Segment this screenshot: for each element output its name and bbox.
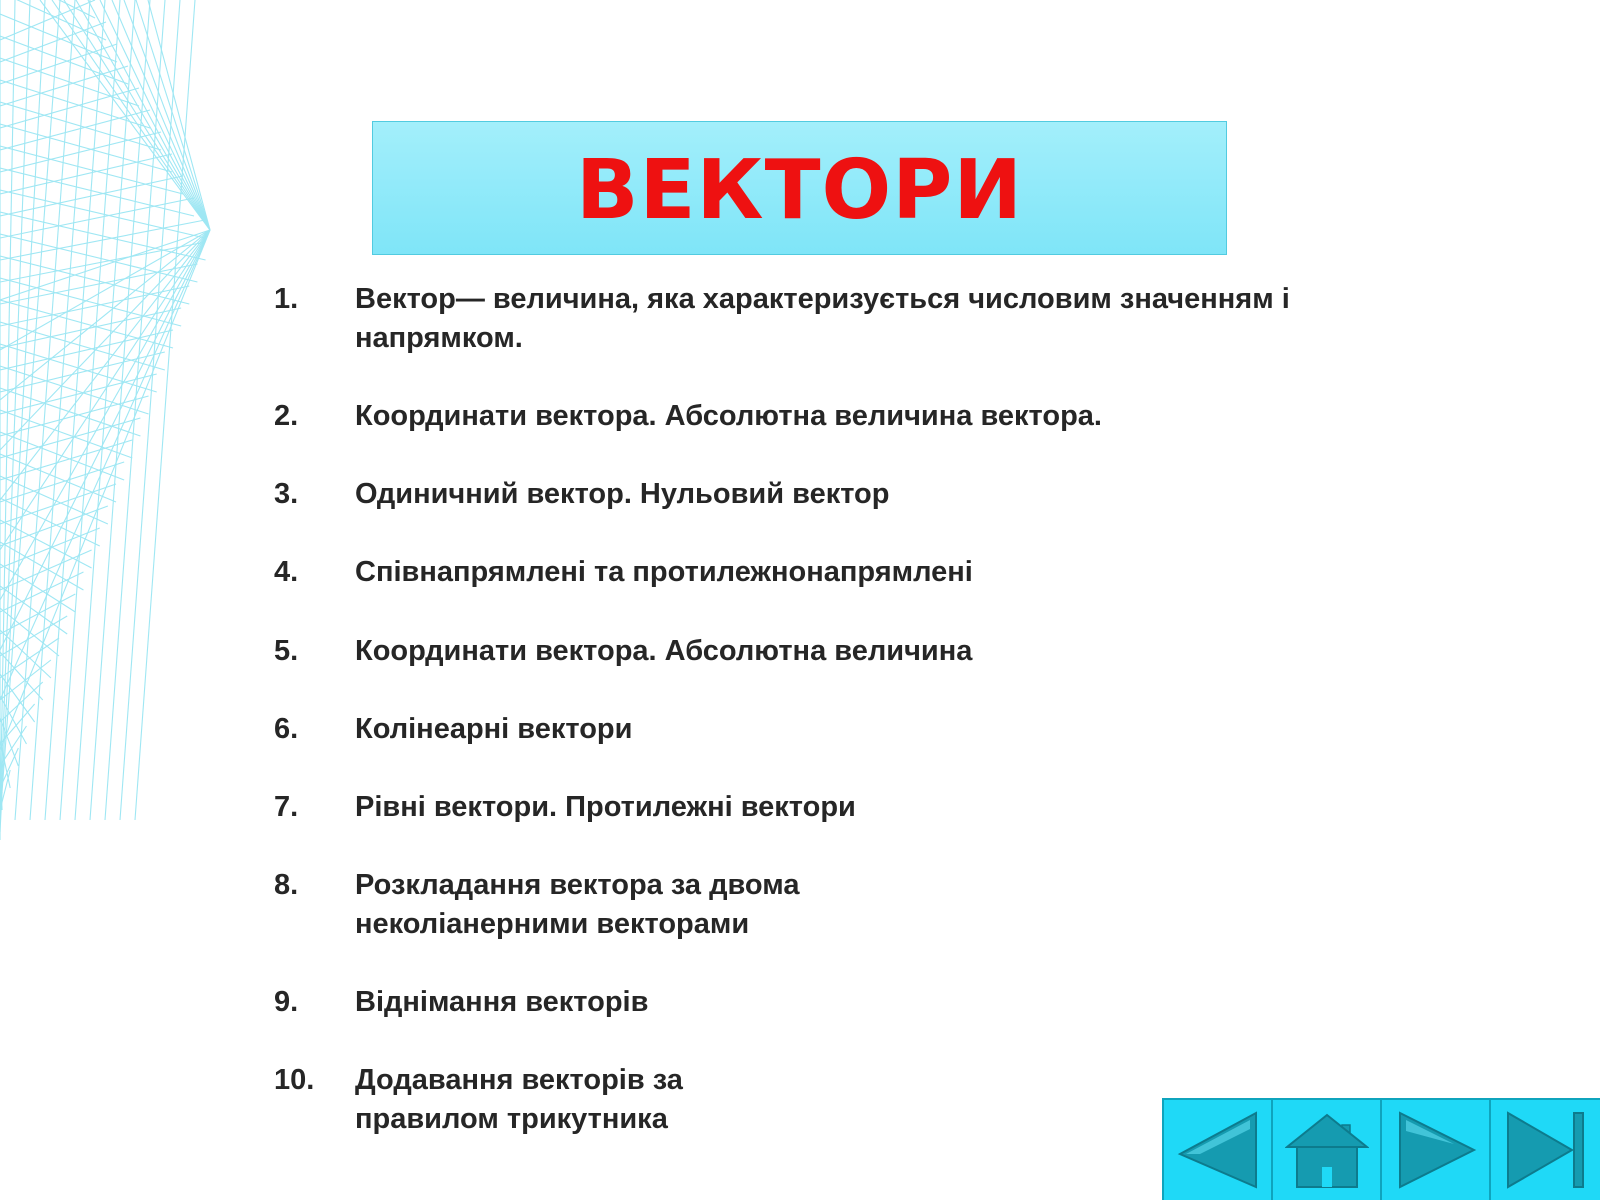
- topic-item[interactable]: [274, 710, 1374, 749]
- topic-label: Вектор— величина, яка характеризується числовим значенням і напрямком.: [355, 283, 1290, 354]
- topic-label: Віднімання векторів: [355, 986, 649, 1018]
- topic-number: 6.: [274, 713, 299, 745]
- topic-label: Колінеарні вектори: [355, 713, 633, 745]
- home-button[interactable]: [1273, 1100, 1382, 1200]
- next-button[interactable]: [1382, 1100, 1491, 1200]
- title-banner: [372, 121, 1227, 255]
- last-slide-button[interactable]: [1491, 1100, 1600, 1200]
- topic-label: Розкладання вектора за двома неколіанерними векторами: [355, 869, 800, 940]
- topic-number: 4.: [274, 556, 299, 588]
- topic-number: 10.: [274, 1064, 315, 1096]
- topic-item[interactable]: [274, 397, 1374, 436]
- home-icon: [1285, 1109, 1369, 1191]
- topic-label: Координати вектора. Абсолютна величина: [355, 635, 973, 667]
- triangle-left-icon: [1176, 1109, 1260, 1191]
- topic-number: 5.: [274, 635, 299, 667]
- topic-label: Координати вектора. Абсолютна величина вектора.: [355, 400, 1102, 432]
- topic-label: Додавання векторів за правилом трикутника: [355, 1064, 683, 1135]
- topic-number: 2.: [274, 400, 299, 432]
- topic-item[interactable]: [274, 983, 1374, 1022]
- topic-number: 7.: [274, 791, 299, 823]
- skip-to-end-icon: [1504, 1109, 1588, 1191]
- wireframe-decoration: [0, 0, 230, 840]
- topic-item[interactable]: [274, 788, 1374, 827]
- topic-item[interactable]: [274, 553, 1374, 592]
- topic-label: Рівні вектори. Протилежні вектори: [355, 791, 856, 823]
- navigation-bar: [1162, 1098, 1600, 1200]
- topic-number: 3.: [274, 478, 299, 510]
- topic-item[interactable]: [274, 632, 1374, 671]
- topic-number: 8.: [274, 869, 299, 901]
- topic-item[interactable]: [274, 475, 1374, 514]
- topic-label: Співнапрямлені та протилежнонапрямлені: [355, 556, 973, 588]
- previous-button[interactable]: [1164, 1100, 1273, 1200]
- topic-label: Одиничний вектор. Нульовий вектор: [355, 478, 890, 510]
- topic-number: 9.: [274, 986, 299, 1018]
- triangle-right-icon: [1394, 1109, 1478, 1191]
- topic-number: 1.: [274, 283, 299, 315]
- topic-item[interactable]: [274, 280, 1374, 358]
- slide-title: ВЕКТОРИ: [576, 142, 1023, 238]
- topic-item[interactable]: [274, 866, 1374, 944]
